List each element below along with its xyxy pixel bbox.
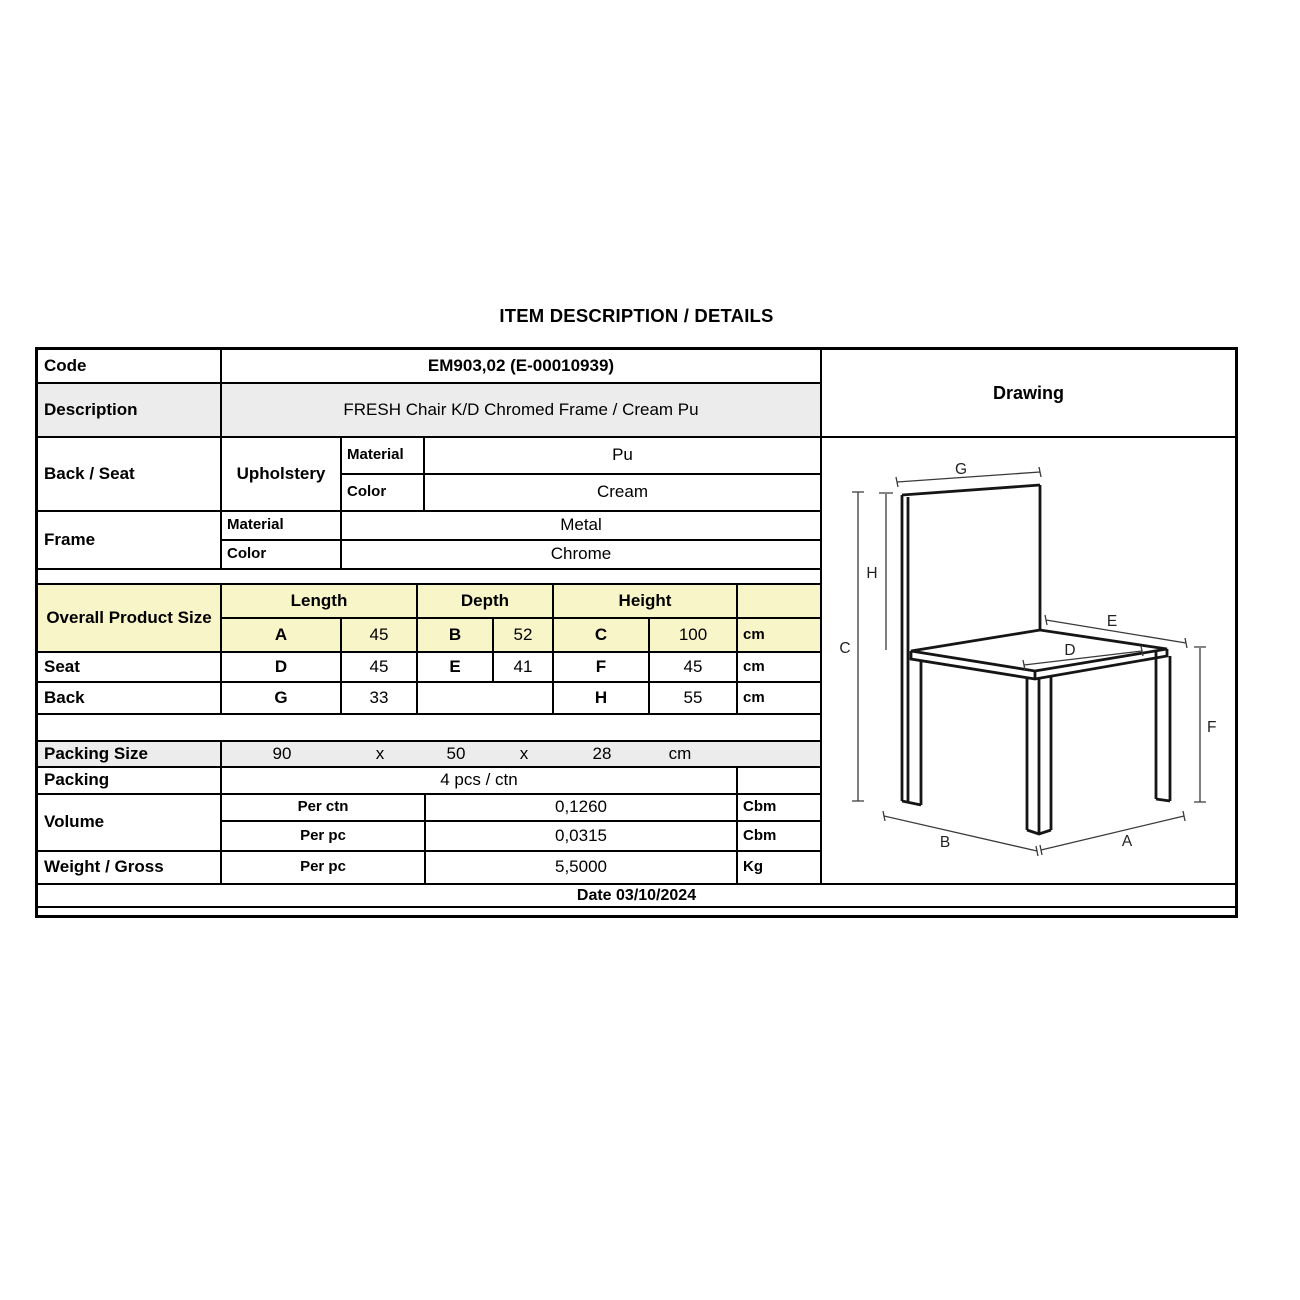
overall-val-a: 45 — [342, 619, 418, 653]
packing-size-unit: cm — [668, 743, 692, 763]
seat-dim-d: D — [222, 653, 342, 683]
overall-dim-b: B — [418, 619, 494, 653]
spacer-row — [38, 570, 820, 585]
spacer-row-2 — [38, 715, 820, 742]
packing-size-sep2: x — [519, 743, 529, 763]
chair-drawing — [822, 440, 1235, 885]
frame-material-value: Metal — [342, 512, 820, 541]
packing-size-sep1: x — [375, 743, 385, 763]
dim-label-f: F — [1207, 719, 1217, 736]
dim-label-g: G — [954, 461, 968, 478]
back-dim-h: H — [554, 683, 650, 715]
seat-dim-e: E — [418, 653, 494, 683]
seat-val-d: 45 — [342, 653, 418, 683]
volume-label: Volume — [38, 795, 222, 852]
weight-label: Weight / Gross — [38, 852, 222, 885]
packing-size-v3: 28 — [592, 743, 612, 763]
packing-unit-cell — [738, 768, 820, 795]
back-seat-color-label: Color — [342, 475, 425, 512]
volume-per-ctn-label: Per ctn — [222, 795, 426, 822]
overall-dim-c: C — [554, 619, 650, 653]
dim-label-e: E — [1106, 613, 1118, 630]
volume-per-ctn-value: 0,1260 — [426, 795, 738, 822]
packing-size-v1: 90 — [272, 743, 292, 763]
frame-color-label: Color — [222, 541, 342, 570]
packing-label: Packing — [38, 768, 222, 795]
date-row: Date 03/10/2024 — [38, 885, 1235, 908]
overall-val-c: 100 — [650, 619, 738, 653]
back-unit: cm — [738, 683, 820, 715]
volume-per-ctn-unit: Cbm — [738, 795, 820, 822]
page-title: ITEM DESCRIPTION / DETAILS — [499, 305, 774, 326]
dim-label-c: C — [839, 640, 851, 657]
seat-val-e: 41 — [494, 653, 554, 683]
seat-val-f: 45 — [650, 653, 738, 683]
description-value: FRESH Chair K/D Chromed Frame / Cream Pu — [222, 384, 820, 438]
drawing-header: Drawing — [822, 350, 1235, 438]
back-label: Back — [38, 683, 222, 715]
dim-label-b: B — [939, 834, 951, 851]
packing-size-value — [222, 742, 820, 768]
back-val-g: 33 — [342, 683, 418, 715]
seat-dim-f: F — [554, 653, 650, 683]
overall-size-label: Overall Product Size — [38, 585, 222, 653]
back-dim-g: G — [222, 683, 342, 715]
back-seat-material-value: Pu — [425, 438, 820, 475]
size-header-unit-cell — [738, 585, 820, 619]
dim-label-d: D — [1064, 642, 1076, 659]
description-label: Description — [38, 384, 222, 438]
frame-color-value: Chrome — [342, 541, 820, 570]
size-header-depth: Depth — [418, 585, 554, 619]
volume-per-pc-unit: Cbm — [738, 822, 820, 852]
code-value: EM903,02 (E-00010939) — [222, 350, 820, 384]
size-header-length: Length — [222, 585, 418, 619]
weight-per-pc-value: 5,5000 — [426, 852, 738, 885]
size-header-height: Height — [554, 585, 738, 619]
code-label: Code — [38, 350, 222, 384]
back-seat-color-value: Cream — [425, 475, 820, 512]
volume-per-pc-value: 0,0315 — [426, 822, 738, 852]
frame-material-label: Material — [222, 512, 342, 541]
dim-label-a: A — [1121, 833, 1133, 850]
overall-val-b: 52 — [494, 619, 554, 653]
seat-unit: cm — [738, 653, 820, 683]
packing-size-v2: 50 — [446, 743, 466, 763]
back-seat-material-label: Material — [342, 438, 425, 475]
upholstery-label: Upholstery — [222, 438, 342, 512]
weight-per-pc-unit: Kg — [738, 852, 820, 885]
weight-per-pc-label: Per pc — [222, 852, 426, 885]
packing-value: 4 pcs / ctn — [222, 768, 738, 795]
packing-size-label: Packing Size — [38, 742, 222, 768]
frame-label: Frame — [38, 512, 222, 570]
chair-frame — [902, 485, 1170, 834]
overall-dim-a: A — [222, 619, 342, 653]
dim-label-h: H — [866, 565, 878, 582]
seat-label: Seat — [38, 653, 222, 683]
back-empty-cell — [418, 683, 554, 715]
spec-table — [35, 347, 1238, 918]
volume-per-pc-label: Per pc — [222, 822, 426, 852]
back-val-h: 55 — [650, 683, 738, 715]
back-seat-label: Back / Seat — [38, 438, 222, 512]
drawing-panel — [820, 350, 1235, 885]
overall-unit: cm — [738, 619, 820, 653]
